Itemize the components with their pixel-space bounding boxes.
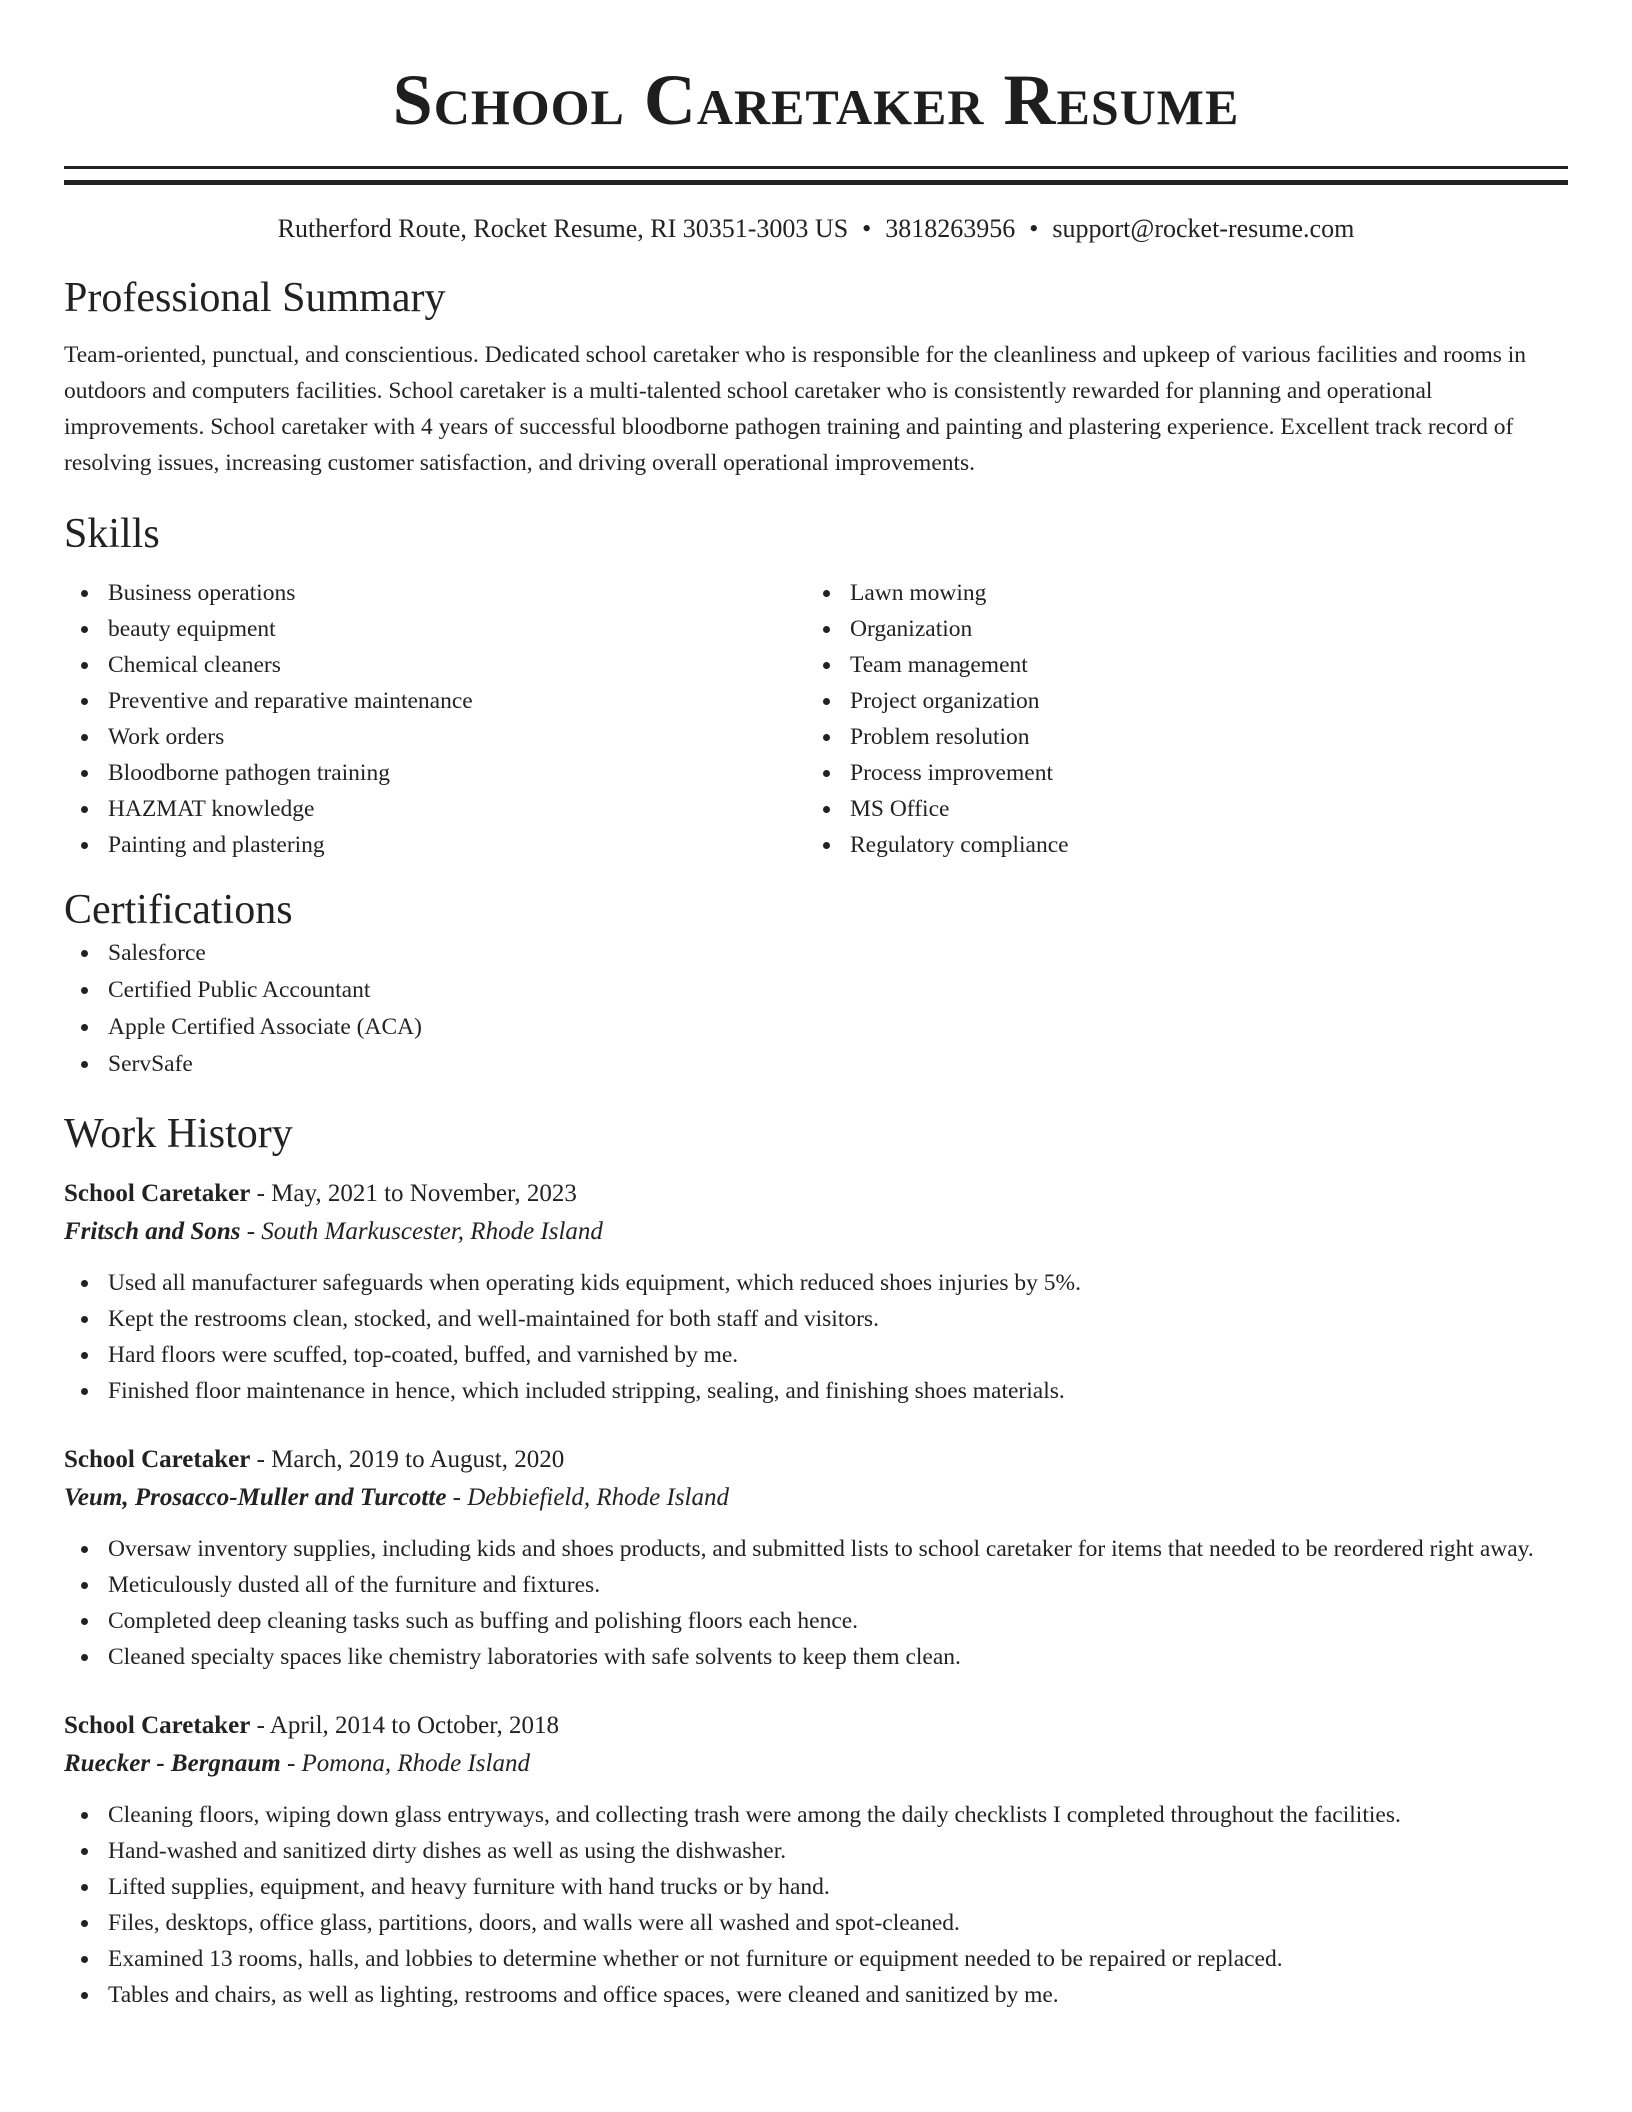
job-bullet: Oversaw inventory supplies, including kids and shoes products, and submitted lists to school caretaker for items that needed to be reordered right away.: [64, 1531, 1568, 1567]
job-bullet: Hard floors were scuffed, top-coated, buffed, and varnished by me.: [64, 1337, 1568, 1373]
skill-item: Process improvement: [806, 755, 1506, 791]
job-dates: March, 2019 to August, 2020: [271, 1446, 565, 1473]
job-bullet: Lifted supplies, equipment, and heavy furniture with hand trucks or by hand.: [64, 1869, 1568, 1905]
job-title-line: [64, 1707, 1568, 1745]
job-entry: [64, 1707, 1568, 2013]
job-bullets: [64, 1531, 1568, 1675]
job-entry: [64, 1175, 1568, 1409]
job-dates: May, 2021 to November, 2023: [271, 1180, 577, 1207]
job-bullet: Completed deep cleaning tasks such as buffing and polishing floors each hence.: [64, 1603, 1568, 1639]
job-bullets: [64, 1797, 1568, 2013]
contact-separator: •: [862, 214, 872, 243]
job-dash: -: [250, 1446, 272, 1473]
contact-line: [64, 213, 1568, 245]
skill-item: Preventive and reparative maintenance: [64, 683, 806, 719]
job-dash: -: [240, 1218, 262, 1245]
skill-item: Project organization: [806, 683, 1506, 719]
job-company-line: [64, 1479, 1568, 1517]
job-title-line: [64, 1175, 1568, 1213]
skills-list: [64, 575, 1568, 863]
job-bullet: Files, desktops, office glass, partitions, doors, and walls were all washed and spot-cleaned.: [64, 1905, 1568, 1941]
certification-item: Certified Public Accountant: [64, 972, 1568, 1009]
job-location: Debbiefield, Rhode Island: [467, 1484, 729, 1511]
job-bullet: Tables and chairs, as well as lighting, restrooms and office spaces, were cleaned and sanitized by me.: [64, 1977, 1568, 2013]
skill-item: Business operations: [64, 575, 806, 611]
job-company-line: [64, 1745, 1568, 1783]
job-bullet: Examined 13 rooms, halls, and lobbies to determine whether or not furniture or equipment needed to be repaired or replaced.: [64, 1941, 1568, 1977]
job-company-line: [64, 1213, 1568, 1251]
skill-item: Painting and plastering: [64, 827, 806, 863]
skill-item: Chemical cleaners: [64, 647, 806, 683]
skill-item: HAZMAT knowledge: [64, 791, 806, 827]
skills-column-2: [806, 575, 1506, 863]
certifications-list: [64, 935, 1568, 1083]
job-role: School Caretaker: [64, 1180, 251, 1207]
job-company: Ruecker - Bergnaum: [64, 1750, 281, 1777]
skills-heading: Skills: [64, 511, 160, 557]
summary-heading: Professional Summary: [64, 275, 446, 321]
job-dash: -: [250, 1712, 270, 1739]
summary-text: Team-oriented, punctual, and conscientious. Dedicated school caretaker who is responsible for the cleanliness and upkeep of various facilities and rooms in outdoors and computers facilities. School caretaker is a multi-talented school caretaker who is consistently rewarded for planning and operational improvements. School caretaker with 4 years of successful bloodborne pathogen training and painting and plastering experience. Excellent track record of resolving issues, increasing customer satisfaction, and driving overall operational improvements.: [64, 342, 1527, 476]
job-dates: April, 2014 to October, 2018: [269, 1712, 560, 1739]
skills-column-1: [64, 575, 806, 863]
job-bullet: Kept the restrooms clean, stocked, and well-maintained for both staff and visitors.: [64, 1301, 1568, 1337]
job-bullets: [64, 1265, 1568, 1409]
contact-separator: •: [1029, 214, 1039, 243]
job-bullet: Cleaned specialty spaces like chemistry laboratories with safe solvents to keep them clean.: [64, 1639, 1568, 1675]
certification-item: Salesforce: [64, 935, 1568, 972]
job-title-line: [64, 1441, 1568, 1479]
job-company: Veum, Prosacco-Muller and Turcotte: [64, 1484, 447, 1511]
resume-page: [64, 0, 1568, 2013]
contact-email: support@rocket-resume.com: [1052, 214, 1355, 243]
skill-item: Bloodborne pathogen training: [64, 755, 806, 791]
skill-item: Work orders: [64, 719, 806, 755]
work-history-heading: Work History: [64, 1111, 293, 1157]
job-bullet: Cleaning floors, wiping down glass entryways, and collecting trash were among the daily checklists I completed throughout the facilities.: [64, 1797, 1568, 1833]
job-entry: [64, 1441, 1568, 1675]
job-dash: -: [446, 1484, 468, 1511]
skill-item: beauty equipment: [64, 611, 806, 647]
skill-item: Problem resolution: [806, 719, 1506, 755]
job-location: Pomona, Rhode Island: [301, 1750, 530, 1777]
job-company: Fritsch and Sons: [64, 1218, 241, 1245]
title-divider: [64, 166, 1568, 185]
skill-item: Regulatory compliance: [806, 827, 1506, 863]
job-role: School Caretaker: [64, 1712, 251, 1739]
job-dash: -: [250, 1180, 272, 1207]
certifications-heading: Certifications: [64, 887, 293, 933]
certification-item: Apple Certified Associate (ACA): [64, 1009, 1568, 1046]
job-bullet: Meticulously dusted all of the furniture and fixtures.: [64, 1567, 1568, 1603]
skill-item: Organization: [806, 611, 1506, 647]
job-dash: -: [280, 1750, 302, 1777]
skill-item: Team management: [806, 647, 1506, 683]
contact-address: Rutherford Route, Rocket Resume, RI 30351-3003 US: [277, 214, 849, 243]
job-bullet: Finished floor maintenance in hence, which included stripping, sealing, and finishing shoes materials.: [64, 1373, 1568, 1409]
job-bullet: Used all manufacturer safeguards when operating kids equipment, which reduced shoes injuries by 5%.: [64, 1265, 1568, 1301]
contact-phone: 3818263956: [885, 214, 1016, 243]
job-role: School Caretaker: [64, 1446, 251, 1473]
resume-title: School Caretaker Resume: [392, 60, 1240, 140]
skill-item: MS Office: [806, 791, 1506, 827]
skill-item: Lawn mowing: [806, 575, 1506, 611]
job-bullet: Hand-washed and sanitized dirty dishes as well as using the dishwasher.: [64, 1833, 1568, 1869]
job-location: South Markuscester, Rhode Island: [261, 1218, 603, 1245]
certification-item: ServSafe: [64, 1046, 1568, 1083]
